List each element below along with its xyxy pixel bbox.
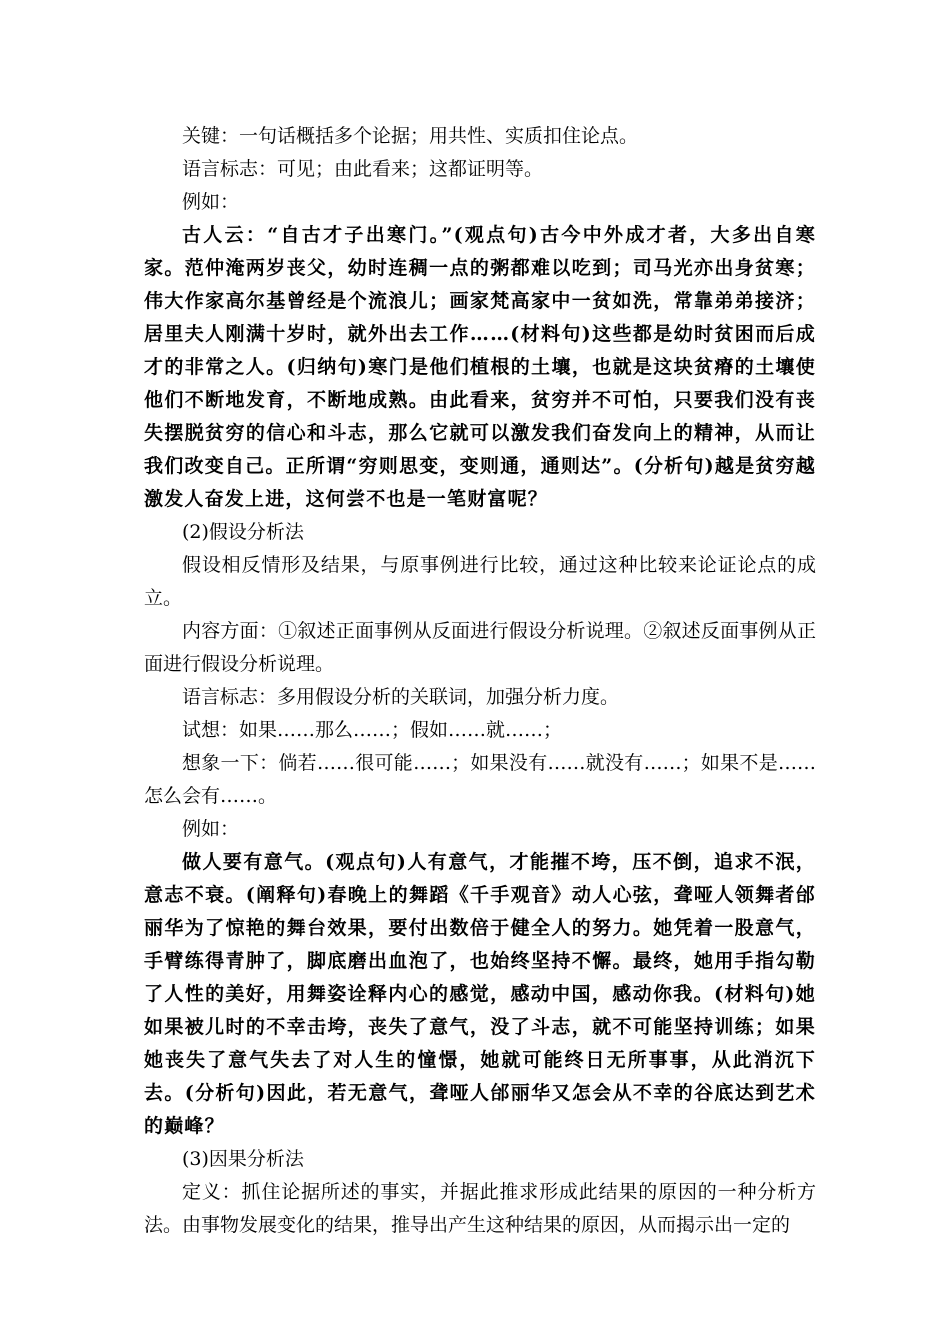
hypothesis-pattern-1: 试想：如果……那么……；假如……就……； [182,719,563,741]
section-heading-hypothesis: (2)假设分析法 [182,521,304,543]
body-text [144,120,816,1242]
example-paragraph-poverty: 古人云：“自古才子出寒门。”(观点句)古今中外成才者，大多出自寒家。范仲淹两岁丧父，幼时连稠一点的粥都难以吃到；司马光亦出身贫寒；伟大作家高尔基曾经是个流浪儿；画家梵高家中一贫如洗，常靠弟弟接济；居里夫人刚满十岁时，就外出去工作……(材料句)这些都是幼时贫困而后成才的非常之人。(归纳句)寒门是他们植根的土壤，也就是这块贫瘠的土壤使他们不断地发育，不断地成熟。由此看来，贫穷并不可怕，只要我们没有丧失摆脱贫穷的信心和斗志，那么它就可以激发我们奋发向上的精神，从而让我们改变自己。正所谓“穷则思变，变则通，通则达”。(分析句)越是贫穷越激发人奋发上进，这何尝不也是一笔财富呢？ [144,224,816,510]
example-paragraph-spirit: 做人要有意气。(观点句)人有意气，才能摧不垮，压不倒，追求不泯，意志不衰。(阐释句)春晚上的舞蹈《千手观音》动人心弦，聋哑人领舞者邰丽华为了惊艳的舞台效果，要付出数倍于健全人的努力。她凭着一股意气，手臂练得青肿了，脚底磨出血泡了，也始终坚持不懈。最终，她用手指勾勒了人性的美好，用舞姿诠释内心的感觉，感动中国，感动你我。(材料句)她如果被儿时的不幸击垮，丧失了意气，没了斗志，就不可能坚持训练；如果她丧失了意气失去了对人生的憧憬，她就可能终日无所事事，从此消沉下去。(分析句)因此，若无意气，聋哑人邰丽华又怎会从不幸的谷底达到艺术的巅峰？ [144,851,816,1137]
hypothesis-language-marker: 语言标志：多用假设分析的关联词，加强分析力度。 [182,686,620,708]
hypothesis-definition: 假设相反情形及结果，与原事例进行比较，通过这种比较来论证论点的成立。 [144,554,816,609]
hypothesis-content: 内容方面：①叙述正面事例从反面进行假设分析说理。②叙述反面事例从正面进行假设分析说理。 [144,620,816,675]
hypothesis-pattern-2: 想象一下：倘若……很可能……；如果没有……就没有……；如果不是……怎么会有……。 [144,752,816,807]
section-heading-causal: (3)因果分析法 [182,1148,304,1170]
language-marker-paragraph: 语言标志：可见；由此看来；这都证明等。 [182,158,544,180]
key-point-paragraph: 关键：一句话概括多个论据；用共性、实质扣住论点。 [182,125,639,147]
example-label: 例如： [182,191,240,213]
example-label-2: 例如： [182,818,240,840]
causal-definition: 定义：抓住论据所述的事实，并据此推求形成此结果的原因的一种分析方法。由事物发展变化的结果，推导出产生这种结果的原因，从而揭示出一定的 [144,1181,816,1236]
